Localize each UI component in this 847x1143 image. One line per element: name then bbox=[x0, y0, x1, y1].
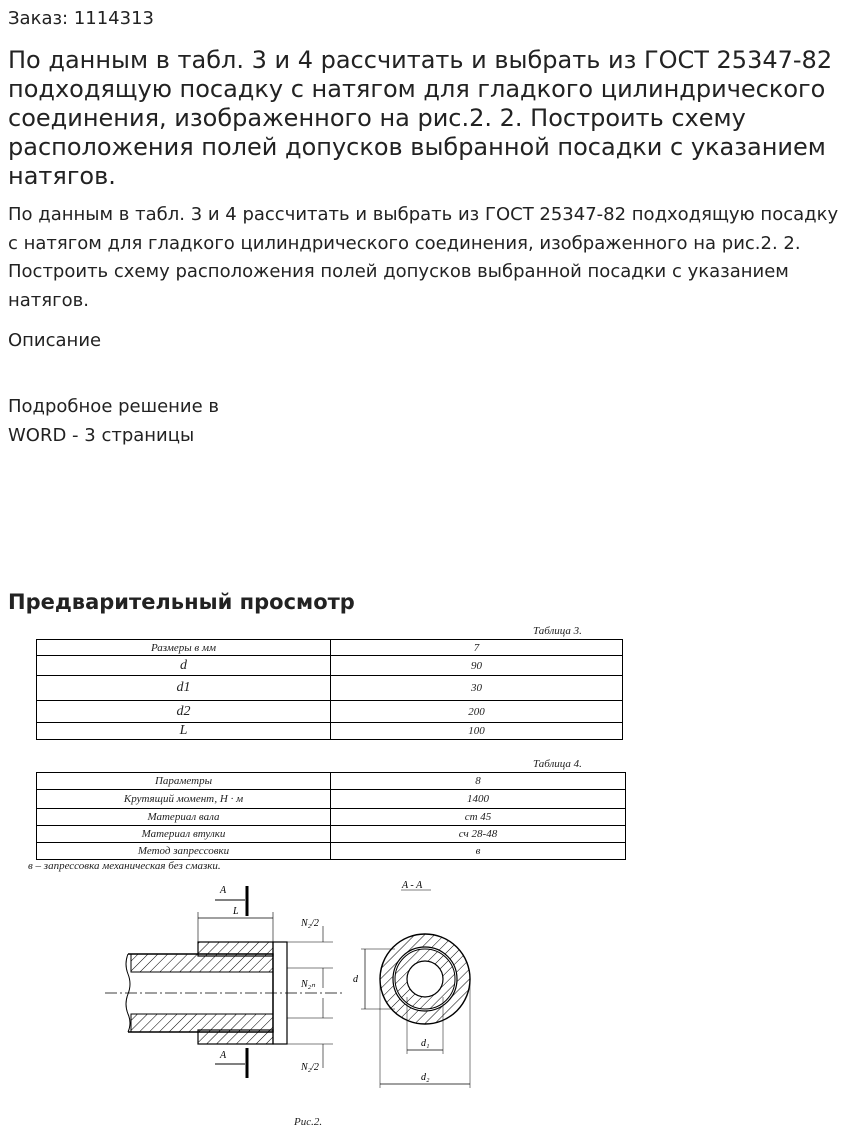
section-title: A - A bbox=[402, 880, 423, 891]
nz-label: N₂ₙ bbox=[301, 979, 316, 990]
table-cell: Размеры в мм bbox=[37, 640, 331, 656]
diameter-d-label: d bbox=[353, 974, 358, 985]
table-row bbox=[37, 773, 626, 790]
table-row bbox=[37, 790, 626, 809]
solution-info bbox=[8, 392, 219, 450]
table-cell: 200 bbox=[331, 701, 623, 723]
table4 bbox=[36, 772, 626, 860]
table-row bbox=[37, 676, 623, 701]
table-cell: d bbox=[37, 656, 331, 676]
table-cell: d1 bbox=[37, 676, 331, 701]
length-label: L bbox=[233, 906, 239, 917]
description-label: Описание bbox=[8, 330, 102, 351]
table3 bbox=[36, 639, 623, 740]
table-row bbox=[37, 826, 626, 843]
table-cell: сч 28-48 bbox=[331, 826, 626, 843]
table-note: в – запрессовка механическая без смазки. bbox=[28, 860, 221, 872]
table3-caption: Таблица 3. bbox=[533, 625, 582, 637]
table-cell: 1400 bbox=[331, 790, 626, 809]
task-description: По данным в табл. 3 и 4 рассчитать и выбрать из ГОСТ 25347-82 подходящую посадку с натягом для гладкого цилиндрического соединения, изображенного на рис.2. 2. Построить схему расположения полей допусков выбранной посадки с указанием натягов. bbox=[8, 204, 839, 311]
table-cell: в bbox=[331, 843, 626, 860]
diameter-d1-label: d₁ bbox=[421, 1038, 430, 1049]
table-cell: 100 bbox=[331, 723, 623, 740]
task-title: По данным в табл. 3 и 4 рассчитать и выбрать из ГОСТ 25347-82 подходящую посадку с натягом для гладкого цилиндрического соединения, изображенного на рис.2. 2. Построить схему расположения полей допусков выбранной посадки с указанием натягов. bbox=[8, 46, 833, 190]
table-row bbox=[37, 843, 626, 860]
table-cell: 30 bbox=[331, 676, 623, 701]
figure-caption: Рис.2. bbox=[294, 1116, 323, 1128]
table-row bbox=[37, 640, 623, 656]
n2-label-bottom: N₂/2 bbox=[301, 1062, 319, 1073]
table-cell: Материал втулки bbox=[37, 826, 331, 843]
order-number: Заказ: 1114313 bbox=[8, 8, 154, 29]
table-cell: Метод запрессовки bbox=[37, 843, 331, 860]
table4-caption: Таблица 4. bbox=[533, 758, 582, 770]
table-cell: ст 45 bbox=[331, 809, 626, 826]
table-cell: 7 bbox=[331, 640, 623, 656]
solution-line-1: Подробное решение в bbox=[8, 396, 220, 417]
diameter-d2-label: d₂ bbox=[421, 1072, 430, 1083]
table-cell: 90 bbox=[331, 656, 623, 676]
table-cell: Крутящий момент, Н · м bbox=[37, 790, 331, 809]
table-row bbox=[37, 656, 623, 676]
table-row bbox=[37, 809, 626, 826]
table-cell: Параметры bbox=[37, 773, 331, 790]
n2-label-top: N₂/2 bbox=[301, 918, 319, 929]
table-row bbox=[37, 701, 623, 723]
table-cell: 8 bbox=[331, 773, 626, 790]
preview-heading: Предварительный просмотр bbox=[8, 590, 355, 614]
table-cell: L bbox=[37, 723, 331, 740]
section-mark-a-top: A bbox=[220, 885, 227, 896]
solution-line-2: WORD - 3 страницы bbox=[8, 425, 195, 446]
table-cell: Материал вала bbox=[37, 809, 331, 826]
section-mark-a-bottom: A bbox=[220, 1050, 227, 1061]
assembly-drawing bbox=[95, 878, 495, 1110]
table-cell: d2 bbox=[37, 701, 331, 723]
table-row bbox=[37, 723, 623, 740]
section-view bbox=[361, 890, 470, 1088]
